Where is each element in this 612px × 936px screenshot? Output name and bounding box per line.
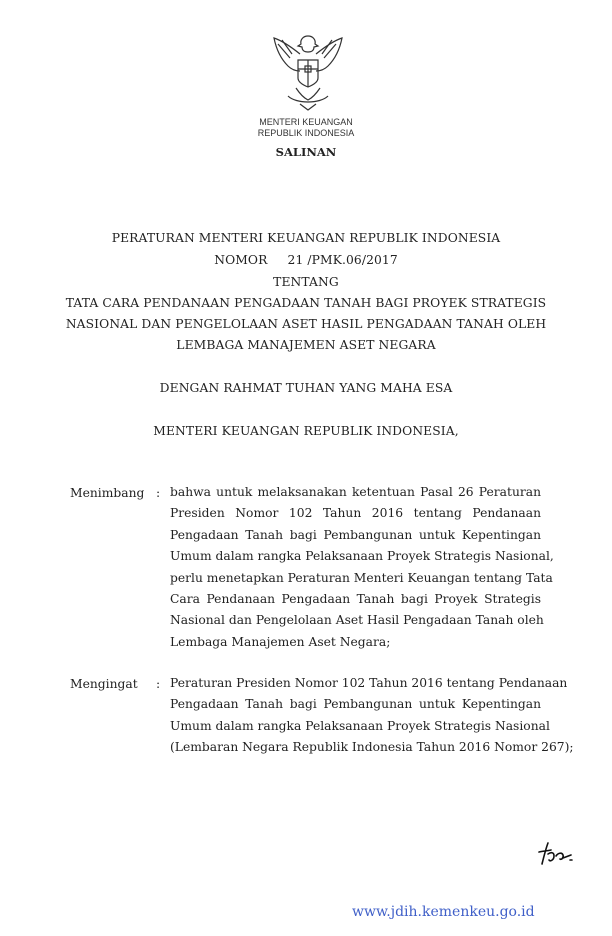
regulation-number [0,253,612,267]
body-line: Umum dalam rangka Pelaksanaan Proyek Strategis Nasional [170,718,550,733]
body-line: Lembaga Manajemen Aset Negara; [170,634,391,649]
authority: MENTERI KEUANGAN REPUBLIK INDONESIA, [153,424,459,438]
salinan-stamp: SALINAN [275,145,337,159]
office-line-2: REPUBLIK INDONESIA [257,128,355,138]
body-line: Cara Pendanaan Pengadaan Tanah bagi Proyek Strategis [170,591,541,606]
subject-line: TATA CARA PENDANAAN PENGADAAN TANAH BAGI PROYEK STRATEGIS [65,296,547,310]
number-value: 21 /PMK.06/2017 [287,253,398,267]
number-label: NOMOR [214,253,268,267]
invocation: DENGAN RAHMAT TUHAN YANG MAHA ESA [159,381,453,395]
subject-line: LEMBAGA MANAJEMEN ASET NEGARA [176,338,436,352]
office-line-1: MENTERI KEUANGAN [259,117,353,127]
body-line: Umum dalam rangka Pelaksanaan Proyek Strategis Nasional, [170,549,554,564]
body-line: Pengadaan Tanah bagi Pembangunan untuk Kepentingan [170,527,541,542]
section-label-menimbang: Menimbang [70,486,145,500]
body-line: perlu menetapkan Peraturan Menteri Keuangan tentang Tata [170,570,553,585]
section-colon: : [156,677,161,691]
section-body-menimbang [170,482,554,653]
body-line: bahwa untuk melaksanakan ketentuan Pasal 26 Peraturan [170,485,541,499]
section-body-mengingat [170,673,574,759]
body-line: Nasional dan Pengelolaan Aset Hasil Pengadaan Tanah oleh [170,613,544,628]
about-label: TENTANG [273,275,339,289]
section-label-mengingat: Mengingat [70,677,138,691]
body-line: Pengadaan Tanah bagi Pembangunan untuk Kepentingan [170,697,541,712]
body-line: Peraturan Presiden Nomor 102 Tahun 2016 tentang Pendanaan [170,676,568,690]
regulation-title: PERATURAN MENTERI KEUANGAN REPUBLIK INDONESIA [111,231,501,245]
body-line: (Lembaran Negara Republik Indonesia Tahun 2016 Nomor 267); [170,740,574,755]
subject-line: NASIONAL DAN PENGELOLAAN ASET HASIL PENGADAAN TANAH OLEH [65,317,547,331]
garuda-emblem-icon [270,30,346,114]
website-link[interactable]: www.jdih.kemenkeu.go.id [352,904,535,920]
section-colon: : [156,486,161,500]
initials-signature-icon [536,840,576,866]
body-line: Presiden Nomor 102 Tahun 2016 tentang Pendanaan [170,506,541,521]
